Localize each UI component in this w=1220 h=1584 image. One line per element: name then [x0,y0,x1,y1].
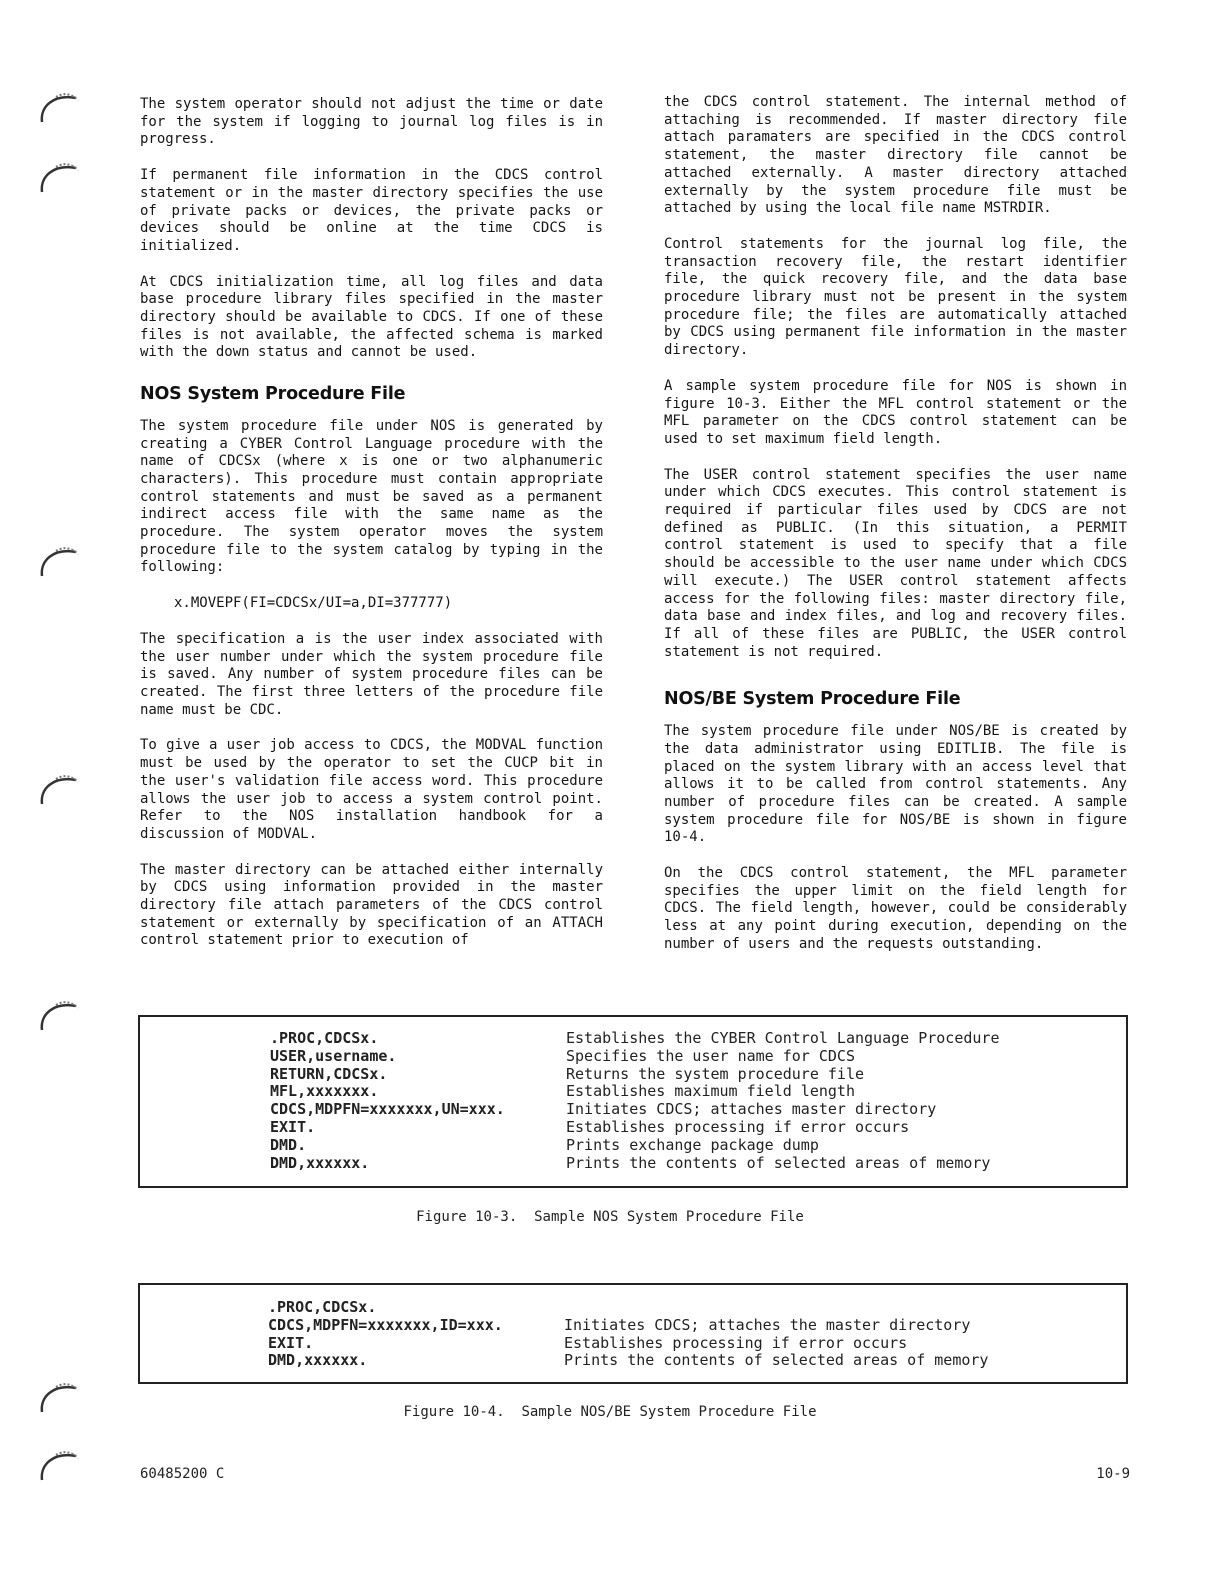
left-column [140,96,603,968]
table-row [270,1083,999,1101]
statement-cell: EXIT. [270,1117,316,1136]
paragraph: The master directory can be attached either internally by CDCS using information provided in the master directory file attach parameters of the CDCS control statement or externally by specification of an ATTACH control statement prior to execution of [140,861,603,949]
paragraph: If permanent file information in the CDCS control statement or in the master directory specifies the use of private packs or devices, the private packs or devices should be online at the time CDCS is initialized. [140,167,603,254]
paragraph: To give a user job access to CDCS, the MODVAL function must be used by the operator to set the CUCP bit in the user's validation file access word. This procedure allows the user job to access a system control point. Refer to the NOS installation handbook for a discussion of MODVAL. [140,737,603,842]
statement-cell: CDCS,MDPFN=xxxxxxx,ID=xxx. [268,1315,503,1334]
punch-hole-mark [36,88,82,134]
paragraph: Control statements for the journal log file, the transaction recovery file, the restart identifier file, the quick recovery file, and the data base procedure library must not be present in the system procedure file; the files are automatically attached by CDCS using permanent file information in the master directory. [664,235,1127,359]
description-cell: Prints exchange package dump [566,1135,819,1154]
paragraph: The system operator should not adjust the time or date for the system if logging to journal log files is in progress. [140,96,603,148]
description-cell: Initiates CDCS; attaches master directory [566,1100,937,1119]
description-cell: Establishes maximum field length [566,1082,855,1101]
description-cell: Establishes processing if error occurs [564,1333,908,1352]
document-number: 60485200 C [140,1466,225,1482]
description-cell: Establishes processing if error occurs [566,1117,910,1136]
table-row [268,1352,988,1370]
punch-hole-mark [36,996,82,1042]
statement-cell: .PROC,CDCSx. [268,1298,377,1316]
table-row [270,1155,999,1173]
description-cell: Initiates CDCS; attaches the master directory [564,1315,971,1334]
paragraph: At CDCS initialization time, all log files and data base procedure library files specified in the master directory should be available to CDCS. If one of these files is not available, the affected schema is marked with the down status and cannot be used. [140,273,603,361]
table-row [268,1335,988,1353]
description-cell: Establishes the CYBER Control Language Procedure [566,1029,1000,1047]
statement-cell: DMD. [270,1135,307,1154]
punch-hole-mark [36,158,82,204]
figure-10-4-caption: Figure 10-4. Sample NOS/BE System Procedure File [403,1404,817,1420]
paragraph: On the CDCS control statement, the MFL parameter specifies the upper limit on the field length for CDCS. The field length, however, could be considerably less at any point during execution, depending on the number of users and the requests outstanding. [664,865,1127,952]
statement-cell: RETURN,CDCSx. [270,1064,388,1083]
punch-hole-mark [36,1446,82,1492]
description-cell: Prints the contents of selected areas of memory [564,1351,989,1370]
statement-cell: EXIT. [268,1333,314,1352]
table-row [270,1030,999,1048]
paragraph: The system procedure file under NOS/BE is created by the data administrator using EDITLIB. The file is placed on the system library with an access level that allows it to be called from control statements. Any number of procedure files can be created. A sample system procedure file for NOS/BE is shown in figure 10-4. [664,723,1127,846]
figure-10-3-box [138,1015,1128,1188]
table-row [270,1119,999,1137]
table-row [270,1137,999,1155]
paragraph: A sample system procedure file for NOS is shown in figure 10-3. Either the MFL control statement or the MFL parameter on the CDCS control statement can be used to set maximum field length. [664,377,1127,447]
section-heading-nosbe: NOS/BE System Procedure File [664,689,961,710]
figure-10-3-caption: Figure 10-3. Sample NOS System Procedure File [416,1209,804,1225]
punch-hole-mark [36,770,82,816]
figure-10-3-table [270,1030,999,1172]
command-example: x.MOVEPF(FI=CDCSx/UI=a,DI=377777) [174,595,453,612]
statement-cell: DMD,xxxxxx. [268,1351,368,1370]
table-row [270,1048,999,1066]
paragraph: The USER control statement specifies the user name under which CDCS executes. This control statement is required if particular files used by CDCS are not defined as PUBLIC. (In this situation, a PERMIT control statement is used to specify that a file should be accessible to the user name under which CDCS will execute.) The USER control statement affects access for the following files: master directory file, data base and index files, and log and recovery files. If all of these files are PUBLIC, the USER control statement is not required. [664,466,1127,660]
figure-10-4-box [138,1283,1128,1384]
punch-hole-mark [36,542,82,588]
page-number: 10-9 [1096,1466,1130,1482]
table-row [268,1299,988,1317]
table-row [270,1066,999,1084]
description-cell [564,1299,988,1317]
statement-cell: USER,username. [270,1046,397,1065]
statement-cell: CDCS,MDPFN=xxxxxxx,UN=xxx. [270,1100,505,1119]
right-column [664,94,1127,972]
paragraph: the CDCS control statement. The internal method of attaching is recommended. If master directory file attach paramaters are specified in the CDCS control statement, the master directory file cannot be attached externally. A master directory attached externally by the system procedure file must be attached by using the local file name MSTRDIR. [664,94,1127,217]
description-cell: Specifies the user name for CDCS [566,1046,855,1065]
statement-cell: DMD,xxxxxx. [270,1153,370,1172]
table-row [268,1317,988,1335]
table-row [270,1101,999,1119]
description-cell: Returns the system procedure file [566,1064,865,1083]
statement-cell: .PROC,CDCSx. [270,1029,379,1047]
paragraph: The specification a is the user index associated with the user number under which the system procedure file is saved. Any number of system procedure files can be created. The first three letters of the procedure file name must be CDC. [140,630,603,718]
figure-10-4-table [268,1299,988,1370]
statement-cell: MFL,xxxxxxx. [270,1082,379,1101]
section-heading-nos: NOS System Procedure File [140,384,406,405]
paragraph: The system procedure file under NOS is generated by creating a CYBER Control Language procedure with the name of CDCSx (where x is one or two alphanumeric characters). This procedure must contain appropriate control statements and must be saved as a permanent indirect access file with the same name as the procedure. The system operator moves the system procedure file to the system catalog by typing in the following: [140,417,603,576]
description-cell: Prints the contents of selected areas of memory [566,1153,991,1172]
